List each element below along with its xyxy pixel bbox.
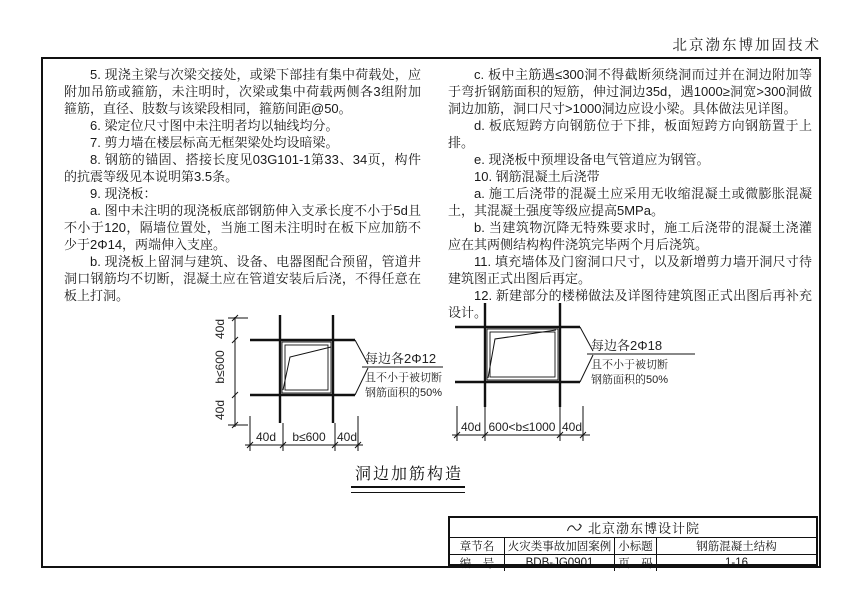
- note-12: 12. 新建部分的楼梯做法及详图待建筑图正式出图后再补充设计。: [448, 288, 812, 320]
- hole-opening-outline: [487, 329, 558, 380]
- chapter-label: 章节名: [459, 541, 495, 553]
- note-9e: e. 现浇板中预埋设备电气管道应为钢管。: [474, 152, 710, 167]
- chapter-value: 火灾类事故加固案例: [504, 538, 614, 554]
- note-9b: b. 现浇板上留洞与建筑、设备、电器图配合预留，管道井洞口钢筋均不切断，混凝土应在管道安装后后浇，不得任意在板上打洞。: [64, 254, 421, 303]
- dim-bottom-3: 40d: [336, 430, 358, 444]
- callout-line-2: 且不小于被切断: [365, 372, 442, 384]
- dim-bottom-2: 600<b≤1000: [488, 420, 556, 434]
- dim-left-bottom: 40d: [213, 399, 227, 421]
- number-label: 编 号: [450, 554, 504, 571]
- design-institute-logo-icon: [566, 522, 583, 534]
- subtitle-value: 钢筋混凝土结构: [656, 538, 816, 554]
- note-10a: a. 施工后浇带的混凝土应采用无收缩混凝土或微膨胀混凝土，其混凝土强度等级应提高5MPa。: [448, 186, 812, 218]
- note-7: 7. 剪力墙在楼层标高无框架梁处均设暗梁。: [90, 135, 339, 150]
- slab-rebar-grid-lines: [455, 303, 580, 407]
- bent-rebar-line: [283, 347, 331, 390]
- dim-bottom-2: b≤600: [292, 430, 326, 444]
- note-9c: c. 板中主筋遇≤300洞不得截断须绕洞而过并在洞边附加等于弯折钢筋面积的短筋，伸过洞边35d，遇1000≥洞宽>300洞做洞边加筋，洞口尺寸>1000洞边应设小梁。具体做法见详图。: [448, 67, 812, 116]
- dim-left-top: 40d: [213, 318, 227, 340]
- note-9: 9. 现浇板：: [90, 186, 157, 201]
- dim-bottom-1: 40d: [255, 430, 277, 444]
- notes-column-right: [448, 66, 812, 321]
- note-9d: d. 板底短跨方向钢筋位于下排，板面短跨方向钢筋置于上排。: [448, 118, 812, 150]
- note-5: 5. 现浇主梁与次梁交接处，或梁下部挂有集中荷载处，应附加吊筋或箍筋，未注明时，次梁或集中荷载两侧各3组附加箍筋，直径、肢数与该梁段相同，箍筋间距@50。: [64, 67, 421, 116]
- dim-left-mid: b≤600: [213, 350, 227, 384]
- figure-caption: 洞边加筋构造: [354, 466, 463, 483]
- notes-column-left: [64, 66, 421, 304]
- title-block-header: [450, 518, 816, 538]
- caption-underline: [351, 486, 465, 493]
- detail-small-hole: [195, 300, 445, 458]
- callout-line-3: 钢筋面积的50%: [591, 374, 669, 386]
- note-10: 10. 钢筋混凝土后浇带: [474, 169, 600, 184]
- callout-line-1: 每边各2Φ12: [365, 351, 437, 366]
- note-9a: a. 图中未注明的现浇板底部钢筋伸入支承长度不小于5d且不小于120，隔墙位置处，当施工图未注明时在板下应加筋不少于2Φ14，两端伸入支座。: [64, 203, 421, 252]
- callout-line-2: 且不小于被切断: [591, 359, 668, 371]
- number-value: BDB-JG0901: [504, 554, 614, 571]
- subtitle-label: 小标题: [614, 538, 656, 554]
- dimension-left: [228, 315, 248, 428]
- note-10b: b. 当建筑物沉降无特殊要求时，施工后浇带的混凝土浇灌应在其两侧结构构件浇筑完毕两个月后浇筑。: [448, 220, 812, 252]
- note-6: 6. 梁定位尺寸图中未注明者均以轴线均分。: [90, 118, 339, 133]
- bent-rebar-line: [488, 330, 556, 378]
- callout-line-3: 钢筋面积的50%: [365, 387, 443, 399]
- institute-name: 北京渤东博设计院: [587, 521, 700, 536]
- title-block: [448, 516, 818, 570]
- detail-large-hole: [440, 295, 698, 455]
- note-11: 11. 填充墙体及门窗洞口尺寸，以及新增剪力墙开洞尺寸待建筑图正式出图后再定。: [448, 254, 812, 286]
- company-brand-text: 北京渤东博加固技术: [672, 38, 821, 54]
- page-value: 1-16: [656, 554, 816, 571]
- hole-opening-outline: [282, 342, 331, 393]
- page-label: 页 码: [614, 554, 656, 571]
- title-block-row-number: [450, 554, 816, 571]
- title-block-row-chapter: [450, 538, 816, 554]
- note-8: 8. 钢筋的锚固、搭接长度见03G101-1第33、34页，构件的抗震等级见本说明第3.5条。: [64, 152, 421, 184]
- dim-bottom-3: 40d: [561, 420, 583, 434]
- callout-line-1: 每边各2Φ18: [591, 338, 663, 353]
- slab-rebar-grid-lines: [250, 315, 355, 423]
- dim-bottom-1: 40d: [460, 420, 482, 434]
